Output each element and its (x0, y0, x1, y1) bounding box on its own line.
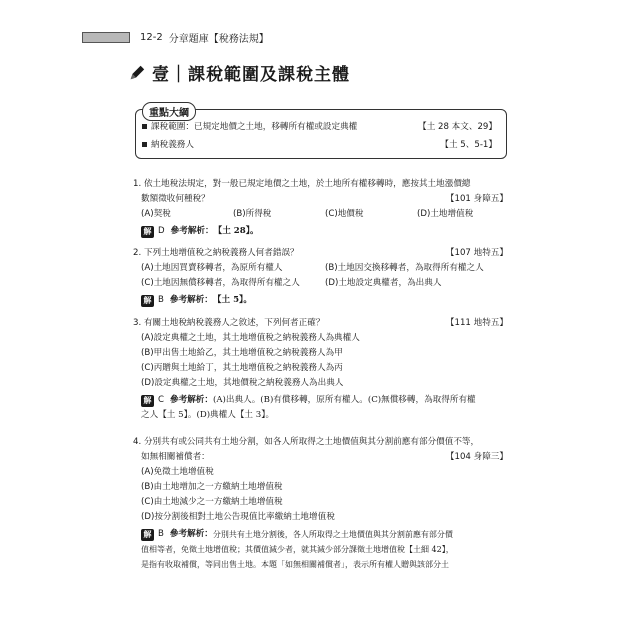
explain-text: 之人【土 5】。(D)典權人【土 3】。 (141, 410, 275, 420)
option: (D)土地增值稅 (417, 209, 474, 219)
explain-label: 參考解析： (169, 295, 213, 305)
question-text: 有關土地稅納稅義務人之敘述，下列何者正確？ (143, 318, 325, 328)
option: (C)地價稅 (325, 209, 364, 219)
question-number: 3. (133, 318, 142, 328)
explain-label: 參考解析： (169, 529, 213, 539)
key-item-text: 納稅義務人 (151, 140, 194, 150)
explain-text: 【土 28】。 (213, 226, 259, 236)
answer-letter: D (158, 226, 165, 236)
option: (A)免徵土地增值稅 (141, 467, 214, 477)
option: (D)按分割後相對土地公告現值比率繳納土地增值稅 (141, 512, 335, 522)
option: (B)所得稅 (233, 209, 272, 219)
question-number: 4. (133, 437, 142, 447)
answer-row (133, 527, 508, 542)
question-source: 【107 地特五】 (445, 248, 508, 258)
explain-text: 是指有收取補償，等同出售土地。本題「如無相關補償者」，表示所有權人贈與該部分土 (141, 560, 449, 569)
answer-badge: 解 (141, 395, 154, 407)
answer-row (133, 224, 508, 239)
answer-badge: 解 (141, 226, 154, 238)
question-source: 【111 地特五】 (445, 318, 508, 328)
answer-letter: B (158, 529, 164, 539)
chapter-title: 分章題庫【稅務法規】 (168, 34, 269, 45)
answer-row (133, 393, 508, 408)
explain-text: 分別共有土地分割後，各人所取得之土地價值與其分割前應有部分價 (212, 530, 453, 539)
question-number: 2. (133, 248, 142, 258)
bullet-icon (142, 124, 147, 129)
option: (D)設定典權之土地，其地價稅之納稅義務人為出典人 (141, 378, 344, 388)
explain-label: 參考解析： (170, 226, 214, 236)
explain-text: 【土 5】。 (212, 295, 252, 305)
explain-label: 參考解析： (170, 395, 213, 405)
question-source: 【101 身障五】 (445, 194, 508, 204)
question-number: 1. (133, 179, 142, 189)
option: (D)土地設定典權者，為出典人 (325, 278, 442, 288)
answer-letter: B (158, 295, 164, 305)
answer-row (133, 293, 508, 308)
question-source: 【104 身障三】 (445, 452, 508, 462)
key-item-ref: 【土 5、5-1】 (440, 140, 497, 150)
question-2 (133, 246, 508, 308)
section-title: 壹｜課稅範圍及課稅主體 (152, 65, 350, 85)
explain-text: 值相等者，免徵土地增值稅；其價值減少者，就其減少部分課徵土地增值稅【土細 42】， (141, 545, 454, 554)
key-item-ref: 【土 28 本文、29】 (418, 122, 497, 132)
bullet-icon (142, 142, 147, 147)
question-text: 數額徵收何種稅？ (141, 194, 210, 204)
running-header (82, 30, 269, 45)
question-text: 下列土地增值稅之納稅義務人何者錯誤？ (143, 248, 299, 258)
question-text: 依土地稅法規定，對一般已規定地價之土地，於土地所有權移轉時，應按其土地漲價總 (143, 179, 471, 189)
pencil-icon (128, 64, 146, 82)
option: (B)土地因交換移轉者，為取得所有權之人 (325, 263, 484, 273)
key-item-text: 課稅範圍：已規定地價之土地，移轉所有權或設定典權 (151, 122, 358, 132)
option: (B)由土地增加之一方繳納土地增值稅 (141, 482, 283, 492)
answer-badge: 解 (141, 295, 154, 307)
page-ref: 12-2 (140, 32, 163, 43)
option: (C)丙贈與土地給丁，其土地增值稅之納稅義務人為丙 (141, 363, 343, 373)
question-text: 如無相關補償者： (141, 452, 210, 462)
question-text: 分別共有或公同共有土地分割，如各人所取得之土地價值與其分割前應有部分價值不等， (143, 437, 480, 447)
option: (A)土地因買賣移轉者，為原所有權人 (141, 263, 283, 273)
key-outline-item (142, 138, 497, 150)
header-bar (82, 32, 130, 43)
answer-badge: 解 (141, 529, 154, 541)
question-4 (133, 435, 508, 572)
explain-text: (A)出典人。(B)有償移轉，原所有權人。(C)無償移轉，為取得所有權 (213, 395, 476, 405)
answer-letter: C (158, 395, 165, 405)
option: (C)由土地減少之一方繳納土地增值稅 (141, 497, 283, 507)
option: (B)甲出售土地給乙，其土地增值稅之納稅義務人為甲 (141, 348, 343, 358)
option: (A)設定典權之土地，其土地增值稅之納稅義務人為典權人 (141, 333, 360, 343)
key-outline-label: 重點大綱 (142, 102, 196, 121)
option: (C)土地因無償移轉者，為取得所有權之人 (141, 278, 300, 288)
section-heading (128, 60, 350, 85)
question-3 (133, 316, 508, 423)
question-1 (133, 177, 508, 239)
key-outline-item (142, 120, 497, 132)
option: (A)契稅 (141, 209, 171, 219)
